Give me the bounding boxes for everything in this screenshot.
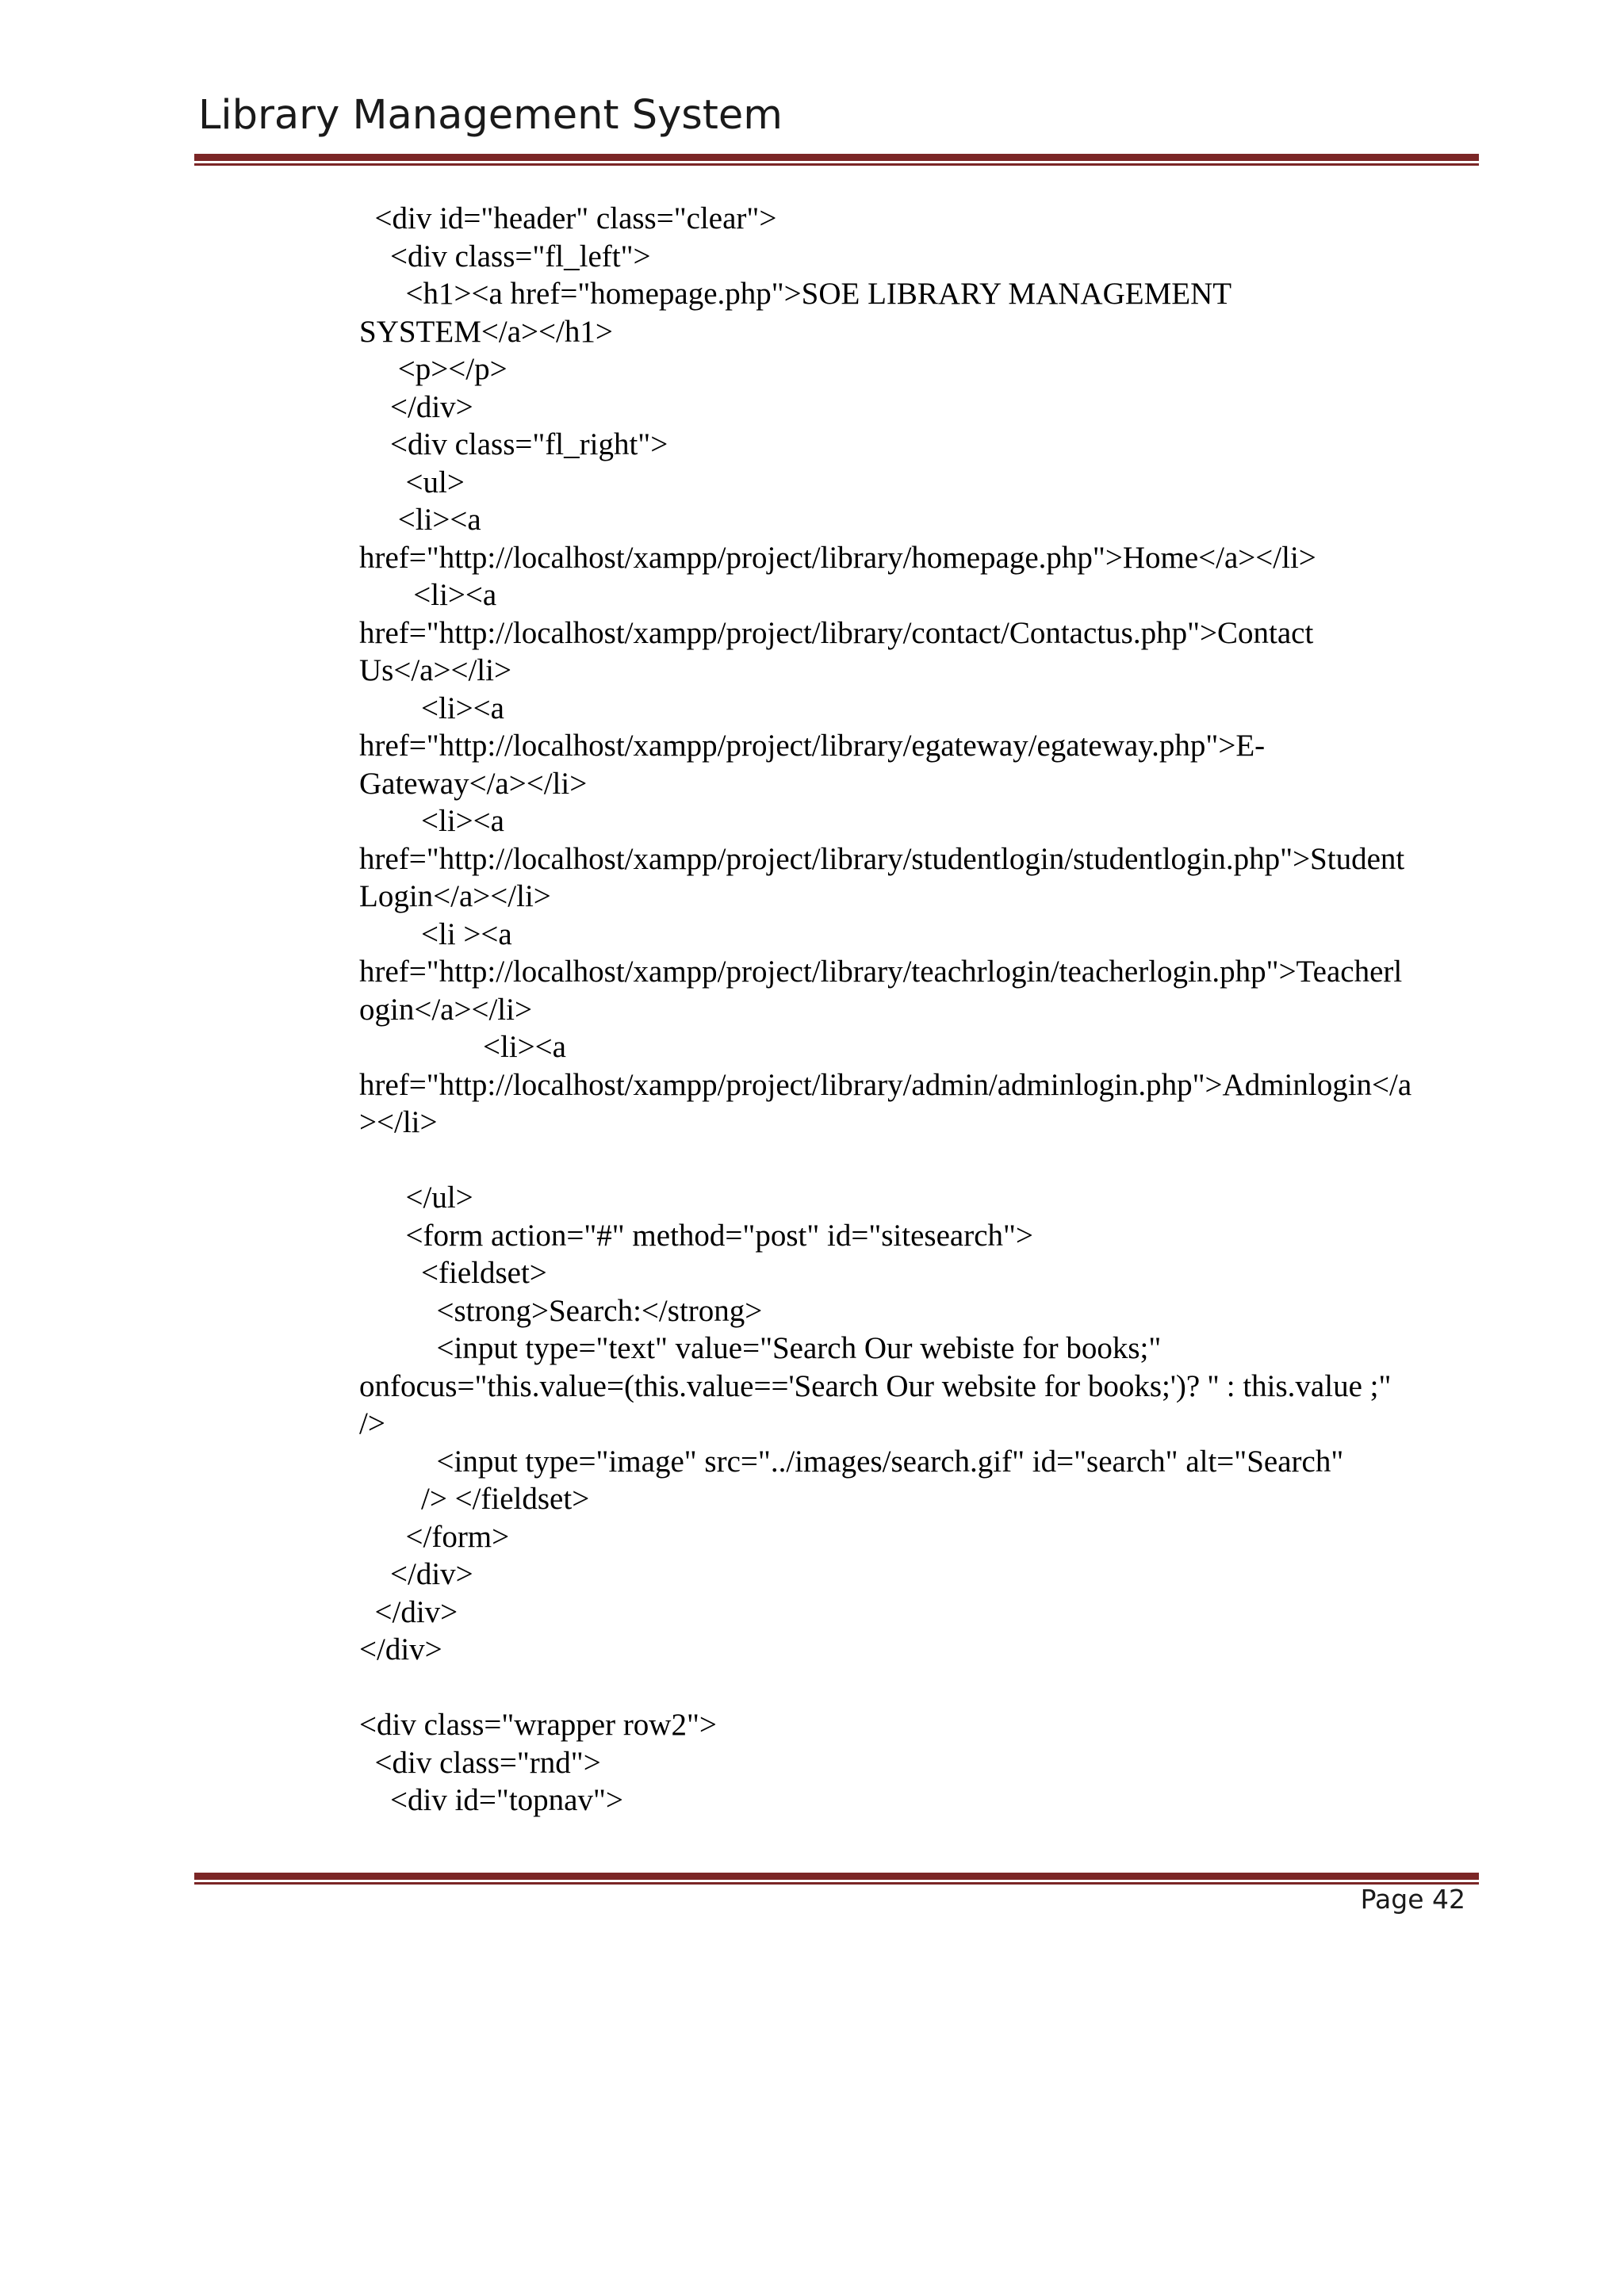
code-line: <strong>Search:</strong>: [359, 1293, 763, 1328]
code-line: <div id="topnav">: [359, 1783, 623, 1817]
code-line: </div>: [359, 1594, 458, 1629]
code-line: SYSTEM</a></h1>: [359, 314, 613, 349]
code-line: <input type="image" src="../images/search.gif" id="search" alt="Search": [359, 1444, 1344, 1479]
code-line: href="http://localhost/xampp/project/library/contact/Contactus.php">Contact: [359, 615, 1314, 650]
code-line: <li><a: [359, 503, 481, 537]
code-line: Login</a></li>: [359, 879, 551, 913]
code-line: href="http://localhost/xampp/project/library/egateway/egateway.php">E-: [359, 729, 1266, 763]
code-line: ></li>: [359, 1105, 438, 1139]
code-line: href="http://localhost/xampp/project/library/admin/adminlogin.php">Adminlogin</a: [359, 1067, 1412, 1102]
code-line: Gateway</a></li>: [359, 766, 588, 801]
code-line: </div>: [359, 1557, 473, 1591]
footer-rule: [194, 1873, 1479, 1885]
code-line: <fieldset>: [359, 1256, 547, 1290]
code-line: Us</a></li>: [359, 653, 511, 687]
code-line: <form action="#" method="post" id="sitesearch">: [359, 1218, 1033, 1253]
code-listing: [359, 200, 1481, 1820]
code-line: <li><a: [359, 691, 504, 725]
code-line: href="http://localhost/xampp/project/library/teachrlogin/teacherlogin.php">Teacherl: [359, 955, 1403, 989]
footer-rule-thin: [194, 1882, 1479, 1885]
page-title: Library Management System: [198, 92, 783, 139]
code-line: /> </fieldset>: [359, 1482, 590, 1516]
code-line: <div class="wrapper row2">: [359, 1708, 717, 1742]
code-line: [359, 1669, 1481, 1707]
code-line: </form>: [359, 1519, 510, 1554]
code-line: <div class="fl_right">: [359, 427, 668, 461]
code-line: <li ><a: [359, 916, 512, 951]
code-line: ogin</a></li>: [359, 992, 532, 1027]
code-line: <li><a: [359, 1030, 566, 1064]
code-line: <div class="fl_left">: [359, 239, 651, 274]
footer-rule-thick: [194, 1873, 1479, 1880]
code-line: </div>: [359, 389, 473, 424]
code-line: </div>: [359, 1632, 442, 1667]
code-line: <input type="text" value="Search Our webiste for books;": [359, 1331, 1162, 1365]
header-rule: [194, 154, 1479, 166]
code-line: <div id="header" class="clear">: [359, 201, 777, 235]
code-line: <h1><a href="homepage.php">SOE LIBRARY MANAGEMENT: [359, 277, 1232, 311]
code-line: href="http://localhost/xampp/project/library/studentlogin/studentlogin.php">Student: [359, 841, 1405, 876]
code-line: [359, 1142, 1481, 1180]
code-line: <div class="rnd">: [359, 1745, 601, 1780]
code-line: href="http://localhost/xampp/project/library/homepage.php">Home</a></li>: [359, 540, 1316, 575]
page-number: Page 42: [1360, 1884, 1465, 1915]
code-line: />: [359, 1406, 385, 1441]
code-line: </ul>: [359, 1181, 473, 1215]
header-rule-thin: [194, 163, 1479, 166]
code-line: <ul>: [359, 465, 465, 499]
header-rule-thick: [194, 154, 1479, 161]
code-line: <li><a: [359, 804, 504, 838]
code-line: onfocus="this.value=(this.value=='Search Our website for books;')? '' : this.value ;": [359, 1368, 1392, 1403]
code-line: <li><a: [359, 578, 497, 612]
code-line: <p></p>: [359, 352, 508, 386]
